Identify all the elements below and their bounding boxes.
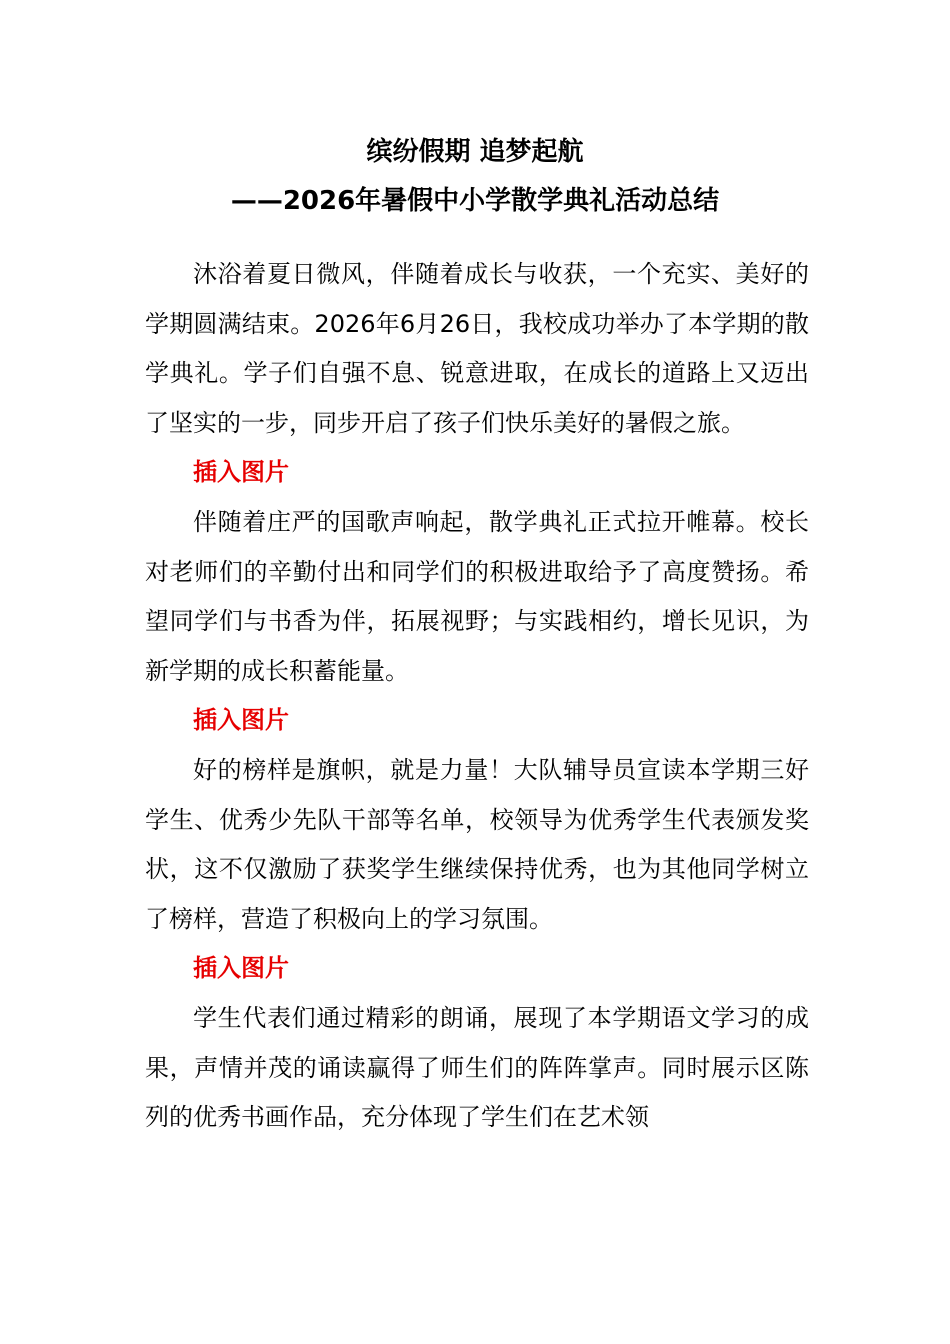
document-body [145, 250, 809, 1143]
paragraph: 沐浴着夏日微风，伴随着成长与收获，一个充实、美好的学期圆满结束。2026年6月26日，我校成功举办了本学期的散学典礼。学子们自强不息、锐意进取，在成长的道路上又迈出了坚实的一步，同步开启了孩子们快乐美好的暑假之旅。 [145, 260, 809, 437]
document-title: 缤纷假期 追梦起航 [366, 137, 584, 167]
insert-image-marker: 插入图片 [193, 706, 289, 735]
paragraph: 好的榜样是旗帜，就是力量！大队辅导员宣读本学期三好学生、优秀少先队干部等名单，校领导为优秀学生代表颁发奖状，这不仅激励了获奖学生继续保持优秀，也为其他同学树立了榜样，营造了积极向上的学习氛围。 [145, 755, 809, 933]
document-subtitle: ——2026年暑假中小学散学典礼活动总结 [230, 186, 720, 216]
insert-image-marker: 插入图片 [193, 954, 289, 983]
insert-image-marker: 插入图片 [193, 458, 289, 487]
paragraph: 学生代表们通过精彩的朗诵，展现了本学期语文学习的成果，声情并茂的诵读赢得了师生们的阵阵掌声。同时展示区陈列的优秀书画作品，充分体现了学生们在艺术领 [145, 1003, 809, 1132]
paragraph: 伴随着庄严的国歌声响起，散学典礼正式拉开帷幕。校长对老师们的辛勤付出和同学们的积极进取给予了高度赞扬。希望同学们与书香为伴，拓展视野；与实践相约，增长见识，为新学期的成长积蓄能量。 [145, 507, 809, 685]
